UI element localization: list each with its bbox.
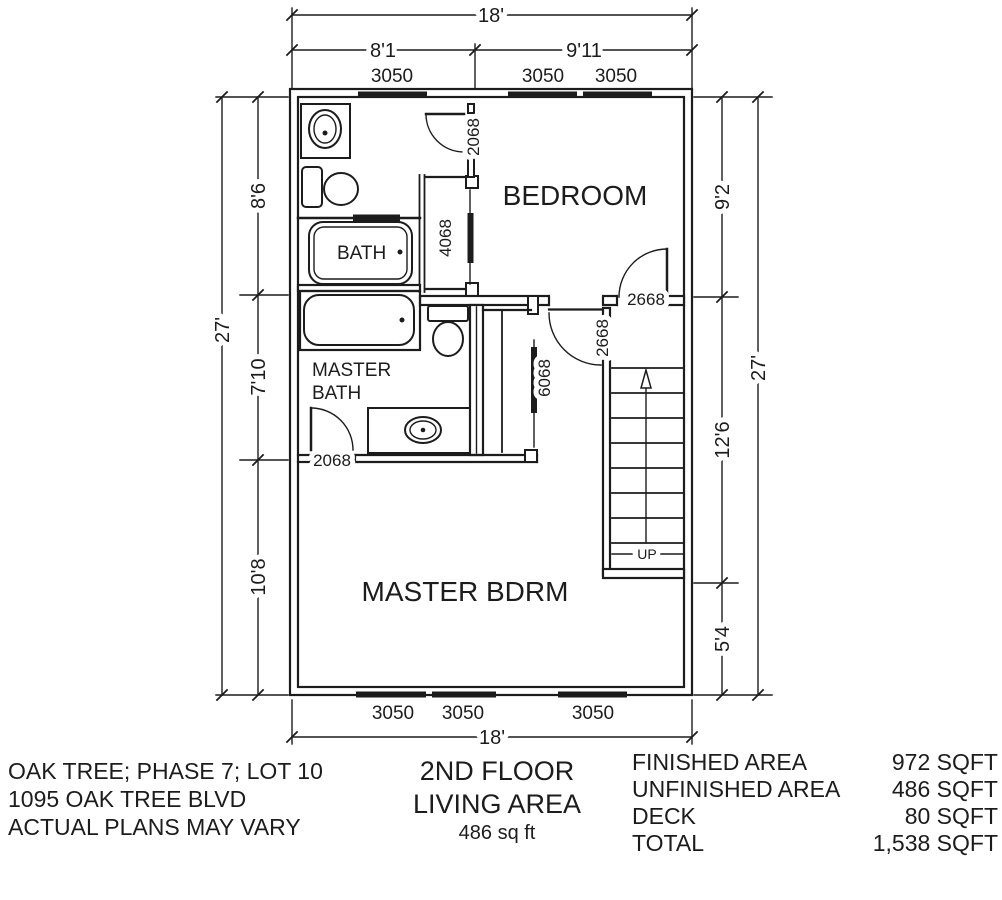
area-row-value-4: 1,538 SQFT <box>872 830 998 856</box>
floor-title-line-2: LIVING AREA <box>412 789 582 819</box>
dim-right-overall: 27' <box>748 354 770 382</box>
master-bathtub <box>304 295 414 345</box>
master-bedroom-label: MASTER BDRM <box>361 576 569 607</box>
site-line-2: 1095 OAK TREE BLVD <box>8 786 247 812</box>
bath-pocket-door <box>353 215 400 222</box>
master-tub-faucet-icon <box>400 318 405 323</box>
toilet-tank <box>302 167 322 207</box>
dim-bottom-overall: 18' <box>478 727 506 749</box>
door-label-master-closet: 6068 <box>535 359 554 397</box>
hall-bath-door <box>426 114 464 152</box>
area-row-label-4: TOTAL <box>632 830 704 856</box>
master-bath-door <box>311 408 353 450</box>
dim-right-seg-3: 5'4 <box>712 625 734 653</box>
dim-top-span-1: 8'1 <box>369 40 397 62</box>
area-row-value-2: 486 SQFT <box>891 776 998 802</box>
master-toilet-tank <box>428 306 468 321</box>
stair-direction-arrow-icon <box>641 370 651 388</box>
hall-bath <box>298 104 420 284</box>
tub-faucet-icon <box>398 250 403 255</box>
bath-label: BATH <box>337 243 387 264</box>
area-row-value-1: 972 SQFT <box>891 749 998 775</box>
window-label-top-3: 3050 <box>594 66 638 87</box>
master-closet <box>470 305 537 455</box>
title-block <box>8 749 998 856</box>
closet-bypass-door <box>468 213 474 263</box>
stairs-up-label: UP <box>637 546 657 562</box>
sink-drain-icon <box>323 131 328 136</box>
window-label-bottom-1: 3050 <box>371 703 415 724</box>
window-label-top-1: 3050 <box>370 66 414 87</box>
door-label-bedroom-closet: 4068 <box>436 219 455 257</box>
site-line-3: ACTUAL PLANS MAY VARY <box>8 814 301 840</box>
door-label-landing: 2668 <box>593 319 612 357</box>
area-row-label-2: UNFINISHED AREA <box>632 776 841 802</box>
dim-right-seg-1: 9'2 <box>712 183 734 211</box>
master-bath-label-line2: BATH <box>312 383 362 404</box>
window-label-bottom-2: 3050 <box>441 703 485 724</box>
floor-title-line-1: 2ND FLOOR <box>419 756 575 786</box>
staircase <box>603 308 684 578</box>
dimension-extension-lines <box>216 8 772 744</box>
master-bath-label-line1: MASTER <box>312 360 392 381</box>
door-label-hall-bath: 2068 <box>464 118 483 156</box>
dim-left-seg-2: 7'10 <box>248 358 270 396</box>
window-label-top-2: 3050 <box>521 66 565 87</box>
area-row-value-3: 80 SQFT <box>904 803 998 829</box>
area-row-label-3: DECK <box>632 803 696 829</box>
master-bath <box>298 285 470 453</box>
master-toilet-bowl-icon <box>433 322 463 356</box>
dim-left-seg-1: 8'6 <box>248 182 270 210</box>
toilet-bowl-icon <box>324 173 358 205</box>
dim-top-span-2: 9'11 <box>566 40 602 62</box>
area-row-label-1: FINISHED AREA <box>632 749 808 775</box>
door-label-bedroom: 2668 <box>627 290 665 309</box>
door-label-master-bath: 2068 <box>313 451 351 470</box>
dim-left-seg-3: 10'8 <box>248 558 270 596</box>
site-line-1: OAK TREE; PHASE 7; LOT 10 <box>8 758 323 784</box>
dim-top-overall: 18' <box>477 5 505 27</box>
floor-area-value: 486 sq ft <box>458 822 536 844</box>
window-label-bottom-3: 3050 <box>571 703 615 724</box>
dim-left-overall: 27' <box>212 316 234 344</box>
bedroom-label: BEDROOM <box>502 180 648 211</box>
dim-right-seg-2: 12'6 <box>712 421 734 459</box>
